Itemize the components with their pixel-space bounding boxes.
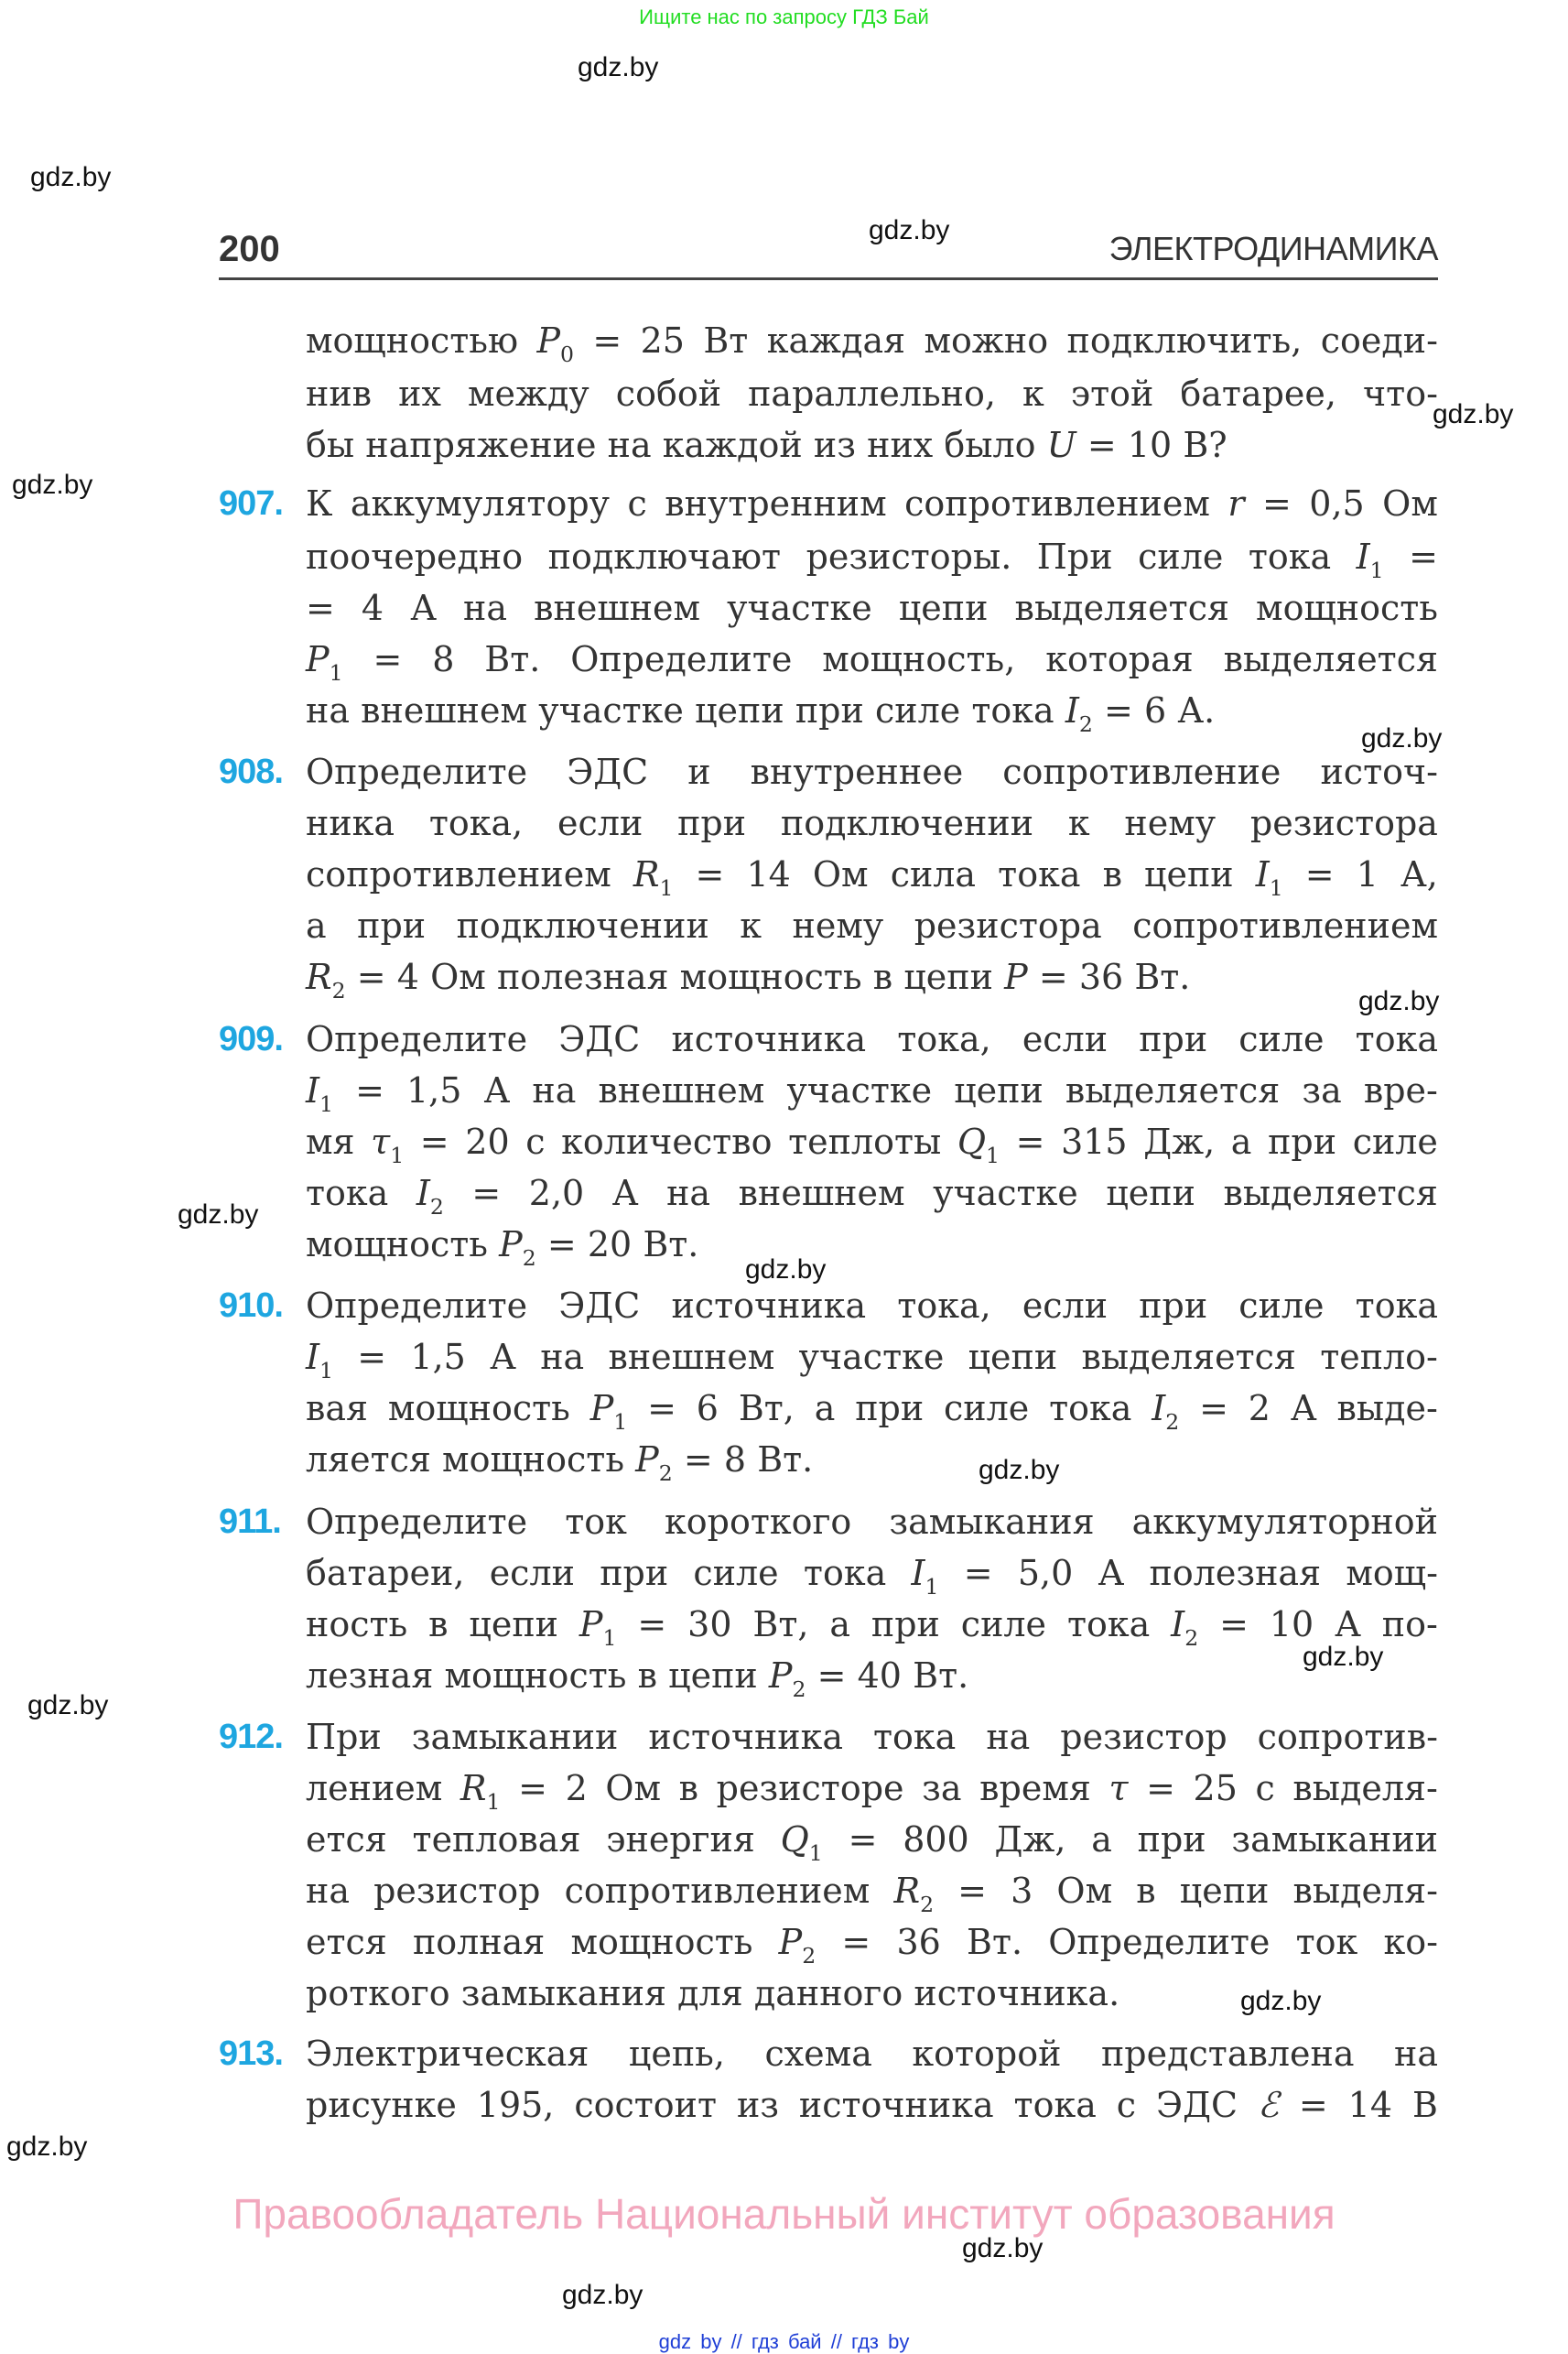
watermark: gdz.by bbox=[178, 1199, 259, 1230]
math-variable: $I_1$ bbox=[1356, 537, 1384, 583]
problem-text-line: ляется мощность $P_2$ = 8 Вт. bbox=[306, 1439, 814, 1486]
problem-text-line: Электрическая цепь, схема которой представлена на bbox=[306, 2034, 1438, 2074]
math-subscript: 1 bbox=[613, 1408, 628, 1435]
math-variable: $I_1$ bbox=[306, 1337, 333, 1383]
math-variable: $P_1$ bbox=[306, 639, 343, 686]
math-variable: $P_0$ bbox=[536, 320, 574, 367]
watermark: gdz.by bbox=[1240, 1986, 1322, 2016]
math-variable: $Q_1$ bbox=[780, 1819, 823, 1866]
watermark: gdz.by bbox=[1361, 723, 1443, 754]
math-variable: $P_1$ bbox=[589, 1388, 628, 1435]
problem-number: 912. bbox=[219, 1718, 283, 1756]
math-subscript: 1 bbox=[319, 1090, 333, 1117]
footer-links[interactable]: gdz by // гдз бай // гдз by bbox=[658, 2330, 910, 2353]
problem-text-line: ность в цепи $P_1$ = 30 Вт, а при силе тока $I_2$ = 10 А по- bbox=[306, 1604, 1438, 1651]
problem-text-line: на резистор сопротивлением $R_2$ = 3 Ом в цепи выделя- bbox=[306, 1871, 1438, 1917]
watermark: gdz.by bbox=[1433, 399, 1514, 429]
problem-text-line: а при подключении к нему резистора сопротивлением bbox=[306, 906, 1438, 946]
problem-text-line: батареи, если при силе тока $I_1$ = 5,0 А полезная мощ- bbox=[306, 1553, 1438, 1600]
watermark: gdz.by bbox=[30, 162, 112, 192]
watermark: gdz.by bbox=[962, 2233, 1044, 2263]
math-subscript: 1 bbox=[1369, 557, 1384, 583]
page-number: 200 bbox=[219, 229, 280, 269]
math-subscript: 2 bbox=[1184, 1624, 1199, 1651]
problem-number: 913. bbox=[219, 2034, 283, 2073]
math-variable: $R_1$ bbox=[633, 854, 674, 901]
math-variable: P bbox=[1004, 957, 1028, 997]
math-subscript: 2 bbox=[522, 1244, 536, 1271]
math-variable: $P_2$ bbox=[778, 1922, 816, 1969]
problem-text-line: ника тока, если при подключении к нему резистора bbox=[306, 803, 1438, 843]
math-variable: $R_1$ bbox=[460, 1768, 501, 1815]
math-variable: $I_2$ bbox=[1152, 1388, 1180, 1435]
math-variable: τ bbox=[1108, 1768, 1129, 1808]
math-variable: $I_1$ bbox=[306, 1070, 333, 1117]
math-variable: $P_2$ bbox=[499, 1224, 536, 1271]
problem-text-line: Определите ЭДС источника тока, если при силе тока bbox=[306, 1285, 1438, 1326]
math-subscript: 2 bbox=[331, 977, 346, 1003]
problem-text-line: тока $I_2$ = 2,0 А на внешнем участке цепи выделяется bbox=[306, 1173, 1438, 1220]
problem-text-line: поочередно подключают резисторы. При силе тока $I_1$ = bbox=[306, 537, 1438, 583]
copyright-notice: Правообладатель Национальный институт образования bbox=[232, 2190, 1336, 2238]
problem-number: 911. bbox=[219, 1502, 281, 1541]
math-subscript: 2 bbox=[658, 1459, 673, 1486]
math-subscript: 1 bbox=[390, 1142, 405, 1168]
problem-number: 910. bbox=[219, 1286, 283, 1325]
math-subscript: 2 bbox=[1165, 1408, 1180, 1435]
watermark: gdz.by bbox=[1303, 1642, 1384, 1672]
problem-text-line: роткого замыкания для данного источника. bbox=[306, 1973, 1120, 2013]
watermark: gdz.by bbox=[979, 1455, 1060, 1485]
math-variable: $R_2$ bbox=[893, 1871, 935, 1917]
watermark: gdz.by bbox=[562, 2280, 643, 2310]
problem-text-line: лезная мощность в цепи $P_2$ = 40 Вт. bbox=[306, 1655, 969, 1702]
problem-text-line: При замыкании источника тока на резистор сопротив- bbox=[306, 1717, 1438, 1757]
math-variable: $P_2$ bbox=[768, 1655, 806, 1702]
math-variable: $I_2$ bbox=[416, 1173, 444, 1220]
problem-text-line: сопротивлением $R_1$ = 14 Ом сила тока в цепи $I_1$ = 1 А, bbox=[306, 854, 1438, 901]
math-subscript: 1 bbox=[486, 1788, 501, 1815]
math-variable: $I_1$ bbox=[1255, 854, 1283, 901]
math-subscript: 1 bbox=[986, 1142, 1000, 1168]
problem-text-line: $R_2$ = 4 Ом полезная мощность в цепи P = 36 Вт. bbox=[306, 957, 1191, 1003]
math-subscript: 1 bbox=[319, 1357, 333, 1383]
watermark: gdz.by bbox=[578, 52, 659, 82]
header-divider bbox=[219, 277, 1438, 280]
watermark: gdz.by bbox=[745, 1254, 827, 1285]
problem-text-line: Определите ЭДС источника тока, если при силе тока bbox=[306, 1019, 1438, 1059]
problem-text-line: К аккумулятору с внутренним сопротивлением r = 0,5 Ом bbox=[306, 483, 1438, 524]
math-variable: ℰ bbox=[1257, 2085, 1279, 2125]
problem-text-line: вая мощность $P_1$ = 6 Вт, а при силе тока $I_2$ = 2 А выде- bbox=[306, 1388, 1438, 1435]
problem-number: 907. bbox=[219, 484, 283, 523]
problem-text-line: ется полная мощность $P_2$ = 36 Вт. Определите ток ко- bbox=[306, 1922, 1438, 1969]
watermark: gdz.by bbox=[1358, 986, 1440, 1016]
problem-text-line: $I_1$ = 1,5 А на внешнем участке цепи выделяется за вре- bbox=[306, 1070, 1438, 1117]
math-variable: U bbox=[1046, 425, 1076, 465]
problem-text-line: мощностью $P_0$ = 25 Вт каждая можно подключить, соеди- bbox=[306, 320, 1438, 367]
math-variable: $I_2$ bbox=[1065, 690, 1093, 737]
math-variable: $P_1$ bbox=[579, 1604, 617, 1651]
problem-text-line: мощность $P_2$ = 20 Вт. bbox=[306, 1224, 699, 1271]
problem-text-line: ется тепловая энергия $Q_1$ = 800 Дж, а при замыкании bbox=[306, 1819, 1438, 1866]
problem-number: 908. bbox=[219, 753, 283, 791]
math-subscript: 2 bbox=[792, 1676, 806, 1702]
math-subscript: 1 bbox=[925, 1573, 939, 1600]
problem-text-line: $I_1$ = 1,5 А на внешнем участке цепи выделяется тепло- bbox=[306, 1337, 1438, 1383]
watermark: gdz.by bbox=[6, 2132, 88, 2162]
math-subscript: 1 bbox=[659, 874, 674, 901]
math-subscript: 1 bbox=[602, 1624, 617, 1651]
problem-number: 909. bbox=[219, 1020, 283, 1058]
problem-text-line: на внешнем участке цепи при силе тока $I_2$ = 6 А. bbox=[306, 690, 1216, 737]
math-subscript: 2 bbox=[802, 1942, 816, 1969]
problem-text-line: рисунке 195, состоит из источника тока с ЭДС ℰ = 14 В bbox=[306, 2085, 1438, 2125]
math-variable: $\tau_1$ bbox=[371, 1122, 405, 1168]
math-subscript: 2 bbox=[920, 1891, 935, 1917]
math-variable: $R_2$ bbox=[306, 957, 346, 1003]
problem-text-line: Определите ток короткого замыкания аккумуляторной bbox=[306, 1502, 1438, 1542]
math-variable: $I_1$ bbox=[911, 1553, 939, 1600]
math-variable: $Q_1$ bbox=[957, 1122, 1000, 1168]
watermark: gdz.by bbox=[12, 470, 93, 500]
problem-text-line: бы напряжение на каждой из них было U = 10 В? bbox=[306, 425, 1227, 465]
watermark: gdz.by bbox=[869, 215, 950, 245]
math-variable: r bbox=[1227, 483, 1245, 524]
watermark: gdz.by bbox=[27, 1690, 109, 1720]
problem-text-line: нив их между собой параллельно, к этой батарее, что- bbox=[306, 374, 1438, 414]
problem-text-line: = 4 А на внешнем участке цепи выделяется мощность bbox=[306, 588, 1438, 628]
math-subscript: 1 bbox=[329, 659, 343, 686]
problem-text-line: Определите ЭДС и внутреннее сопротивление источ- bbox=[306, 752, 1438, 792]
math-subscript: 0 bbox=[560, 341, 574, 367]
math-variable: $I_2$ bbox=[1171, 1604, 1199, 1651]
math-subscript: 2 bbox=[429, 1193, 444, 1220]
problem-text-line: мя $\tau_1$ = 20 с количество теплоты $Q_1$ = 315 Дж, а при силе bbox=[306, 1122, 1438, 1168]
problem-text-line: $P_1$ = 8 Вт. Определите мощность, которая выделяется bbox=[306, 639, 1438, 686]
math-subscript: 1 bbox=[1269, 874, 1283, 901]
math-variable: $P_2$ bbox=[635, 1439, 673, 1486]
section-title: ЭЛЕКТРОДИНАМИКА bbox=[1108, 230, 1438, 267]
math-subscript: 1 bbox=[808, 1839, 823, 1866]
problem-text-line: лением $R_1$ = 2 Ом в резисторе за время τ = 25 с выделя- bbox=[306, 1768, 1438, 1815]
math-subscript: 2 bbox=[1078, 711, 1093, 737]
promo-banner[interactable]: Ищите нас по запросу ГДЗ Бай bbox=[639, 5, 929, 28]
